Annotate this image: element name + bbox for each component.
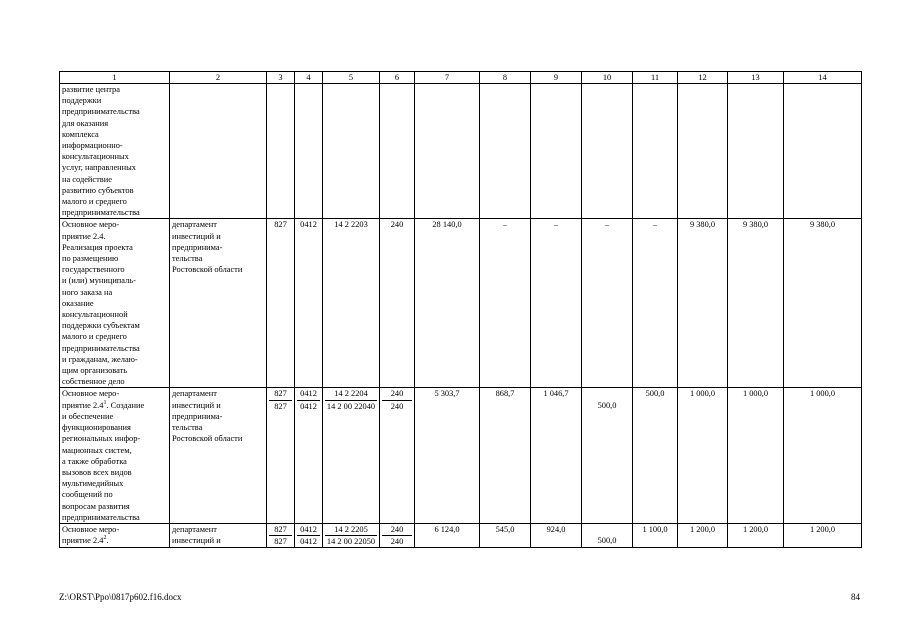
- table-row: [60, 219, 862, 388]
- activity-name-cell: развитие центра поддержки предпринимательства для оказания комплекса информационно- консультационных услуг, направленных на содействие развитию субъектов малого и среднего предпринимательства: [60, 84, 170, 219]
- amount-cell: –: [531, 219, 582, 388]
- header-cell: 8: [480, 72, 531, 84]
- header-cell: 9: [531, 72, 582, 84]
- amount-cell: 1 200,0: [784, 523, 862, 547]
- header-cell: 14: [784, 72, 862, 84]
- code-cell: 240: [380, 219, 415, 388]
- amount-cell: 1 000,0: [728, 388, 784, 523]
- activity-name-cell: Основное меро- приятие $2.4^2$.: [60, 523, 170, 547]
- table-row: [60, 84, 862, 219]
- code-cell: 0412: [295, 219, 323, 388]
- code-cell: 827: [267, 219, 295, 388]
- amount-cell: 28 140,0: [415, 219, 480, 388]
- code-cell: 240 240: [380, 523, 415, 547]
- amount-cell: 500,0: [582, 523, 633, 547]
- header-cell: 13: [728, 72, 784, 84]
- code-cell: 14 2 2205 14 2 00 22050: [323, 523, 380, 547]
- amount-cell: –: [480, 219, 531, 388]
- amount-cell: 9 380,0: [678, 219, 728, 388]
- executor-cell: департамент инвестиций и предпринима- тельства Ростовской области: [170, 219, 267, 388]
- document-page: [59, 71, 862, 548]
- header-cell: 11: [633, 72, 678, 84]
- amount-cell: 9 380,0: [784, 219, 862, 388]
- amount-cell: 1 100,0: [633, 523, 678, 547]
- header-cell: 10: [582, 72, 633, 84]
- executor-cell: департамент инвестиций и: [170, 523, 267, 547]
- amount-cell: 1 200,0: [728, 523, 784, 547]
- amount-cell: 9 380,0: [728, 219, 784, 388]
- amount-cell: 1 200,0: [678, 523, 728, 547]
- code-cell: 827 827: [267, 388, 295, 523]
- amount-cell: 500,0: [582, 388, 633, 523]
- table-row: [60, 523, 862, 547]
- header-row: [60, 72, 862, 84]
- amount-cell: 545,0: [480, 523, 531, 547]
- amount-cell: 6 124,0: [415, 523, 480, 547]
- code-cell: 14 2 2204 14 2 00 22040: [323, 388, 380, 523]
- amount-cell: –: [633, 219, 678, 388]
- amount-cell: 924,0: [531, 523, 582, 547]
- header-cell: 2: [170, 72, 267, 84]
- table-row: [60, 388, 862, 523]
- header-cell: 1: [60, 72, 170, 84]
- header-cell: 6: [380, 72, 415, 84]
- amount-cell: 1 046,7: [531, 388, 582, 523]
- header-cell: 7: [415, 72, 480, 84]
- amount-cell: 868,7: [480, 388, 531, 523]
- amount-cell: 1 000,0: [784, 388, 862, 523]
- page-number: 84: [851, 592, 860, 602]
- amount-cell: 1 000,0: [678, 388, 728, 523]
- code-cell: 0412 0412: [295, 388, 323, 523]
- activity-name-cell: Основное меро- приятие $2.4^1$. Создание и обеспечение функционирования региональных инфор- мационных систем, а также обработка вызовов всех видов мультимедийных сообщений по вопросам развития предпринимательства: [60, 388, 170, 523]
- code-cell: 0412 0412: [295, 523, 323, 547]
- executor-cell: департамент инвестиций и предпринима- тельства Ростовской области: [170, 388, 267, 523]
- code-cell: 827 827: [267, 523, 295, 547]
- header-cell: 12: [678, 72, 728, 84]
- header-cell: 4: [295, 72, 323, 84]
- activity-name-cell: Основное меро- приятие 2.4. Реализация проекта по размещению государственного и (или) муниципаль- ного заказа на оказание консультационной поддержки субъектам малого и среднего предпринимательства и гражданам, желаю- щим организовать собственное дело: [60, 219, 170, 388]
- header-cell: 3: [267, 72, 295, 84]
- header-cell: 5: [323, 72, 380, 84]
- budget-table: [59, 71, 862, 548]
- amount-cell: 5 303,7: [415, 388, 480, 523]
- amount-cell: –: [582, 219, 633, 388]
- code-cell: 14 2 2203: [323, 219, 380, 388]
- amount-cell: 500,0: [633, 388, 678, 523]
- code-cell: 240 240: [380, 388, 415, 523]
- footer-file-path: Z:\ORST\Ppo\0817p602.f16.docx: [59, 592, 182, 602]
